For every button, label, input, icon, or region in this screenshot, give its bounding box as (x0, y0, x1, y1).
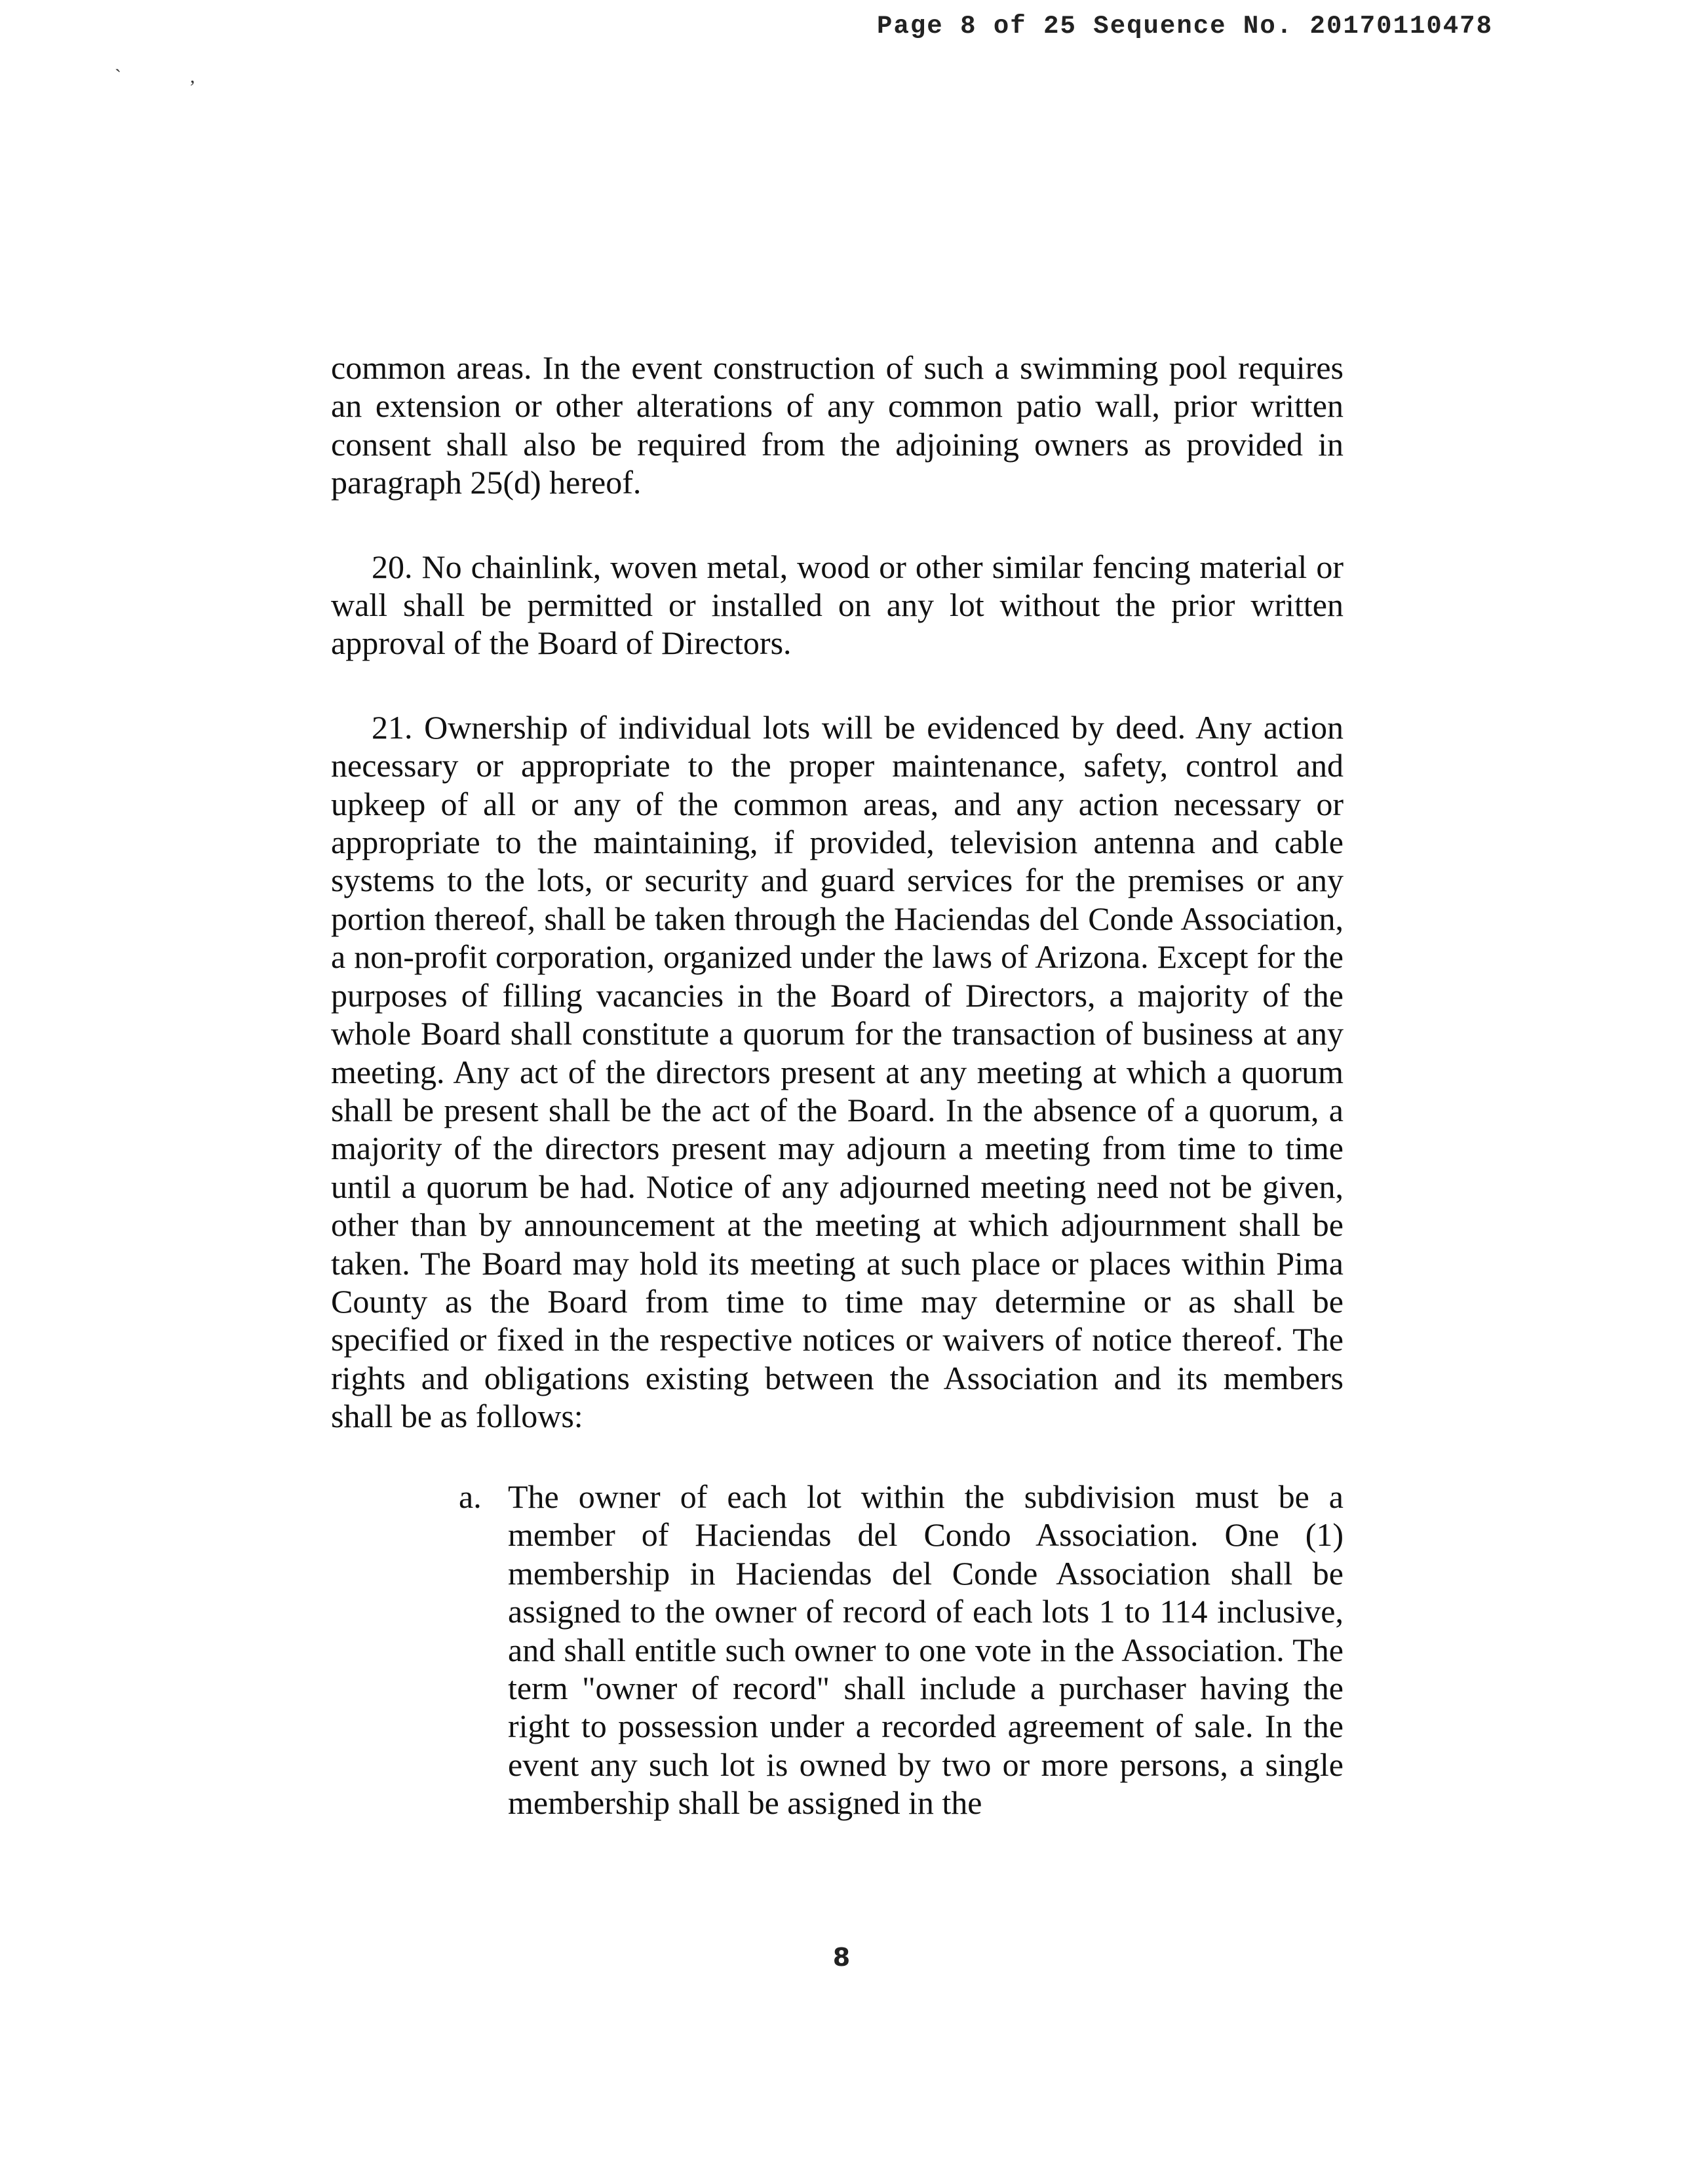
scan-specks (115, 66, 195, 88)
page-number: 8 (832, 1943, 851, 1972)
document-body (331, 349, 1344, 1436)
list-item (459, 1478, 1344, 1822)
list-item-marker: a. (459, 1478, 482, 1515)
scan-speck-mark: , (190, 66, 195, 87)
paragraph-20: 20. No chainlink, woven metal, wood or other similar fencing material or wall shall be permitted or installed on any lot without the prior written approval of the Board of Directors. (331, 548, 1344, 662)
sub-item-list (459, 1478, 1344, 1822)
list-item-text: The owner of each lot within the subdivision must be a member of Haciendas del Condo Association. One (1) membership in Haciendas del Conde Association shall be assigned to the owner of record of each lots 1 to 114 inclusive, and shall entitle such owner to one vote in the Association. The term "owner of record" shall include a purchaser having the right to possession under a recorded agreement of sale. In the event any such lot is owned by two or more persons, a single membership shall be assigned in the (508, 1478, 1344, 1822)
paragraph-continued: common areas. In the event construction of such a swimming pool requires an extension or other alterations of any common patio wall, prior written consent shall also be required from the adjoining owners as provided in paragraph 25(d) hereof. (331, 349, 1344, 501)
paragraph-21: 21. Ownership of individual lots will be evidenced by deed. Any action necessary or appropriate to the proper maintenance, safety, control and upkeep of all or any of the common areas, and any action necessary or appropriate to the maintaining, if provided, television antenna and cable systems to the lots, or security and guard services for the premises or any portion thereof, shall be taken through the Haciendas del Conde Association, a non-profit corporation, organized under the laws of Arizona. Except for the purposes of filling vacancies in the Board of Directors, a majority of the whole Board shall constitute a quorum for the transaction of business at any meeting. Any act of the directors present at any meeting at which a quorum shall be present shall be the act of the Board. In the absence of a quorum, a majority of the directors present may adjourn a meeting from time to time until a quorum be had. Notice of any adjourned meeting need not be given, other than by announcement at the meeting at which adjournment shall be taken. The Board may hold its meeting at such place or places within Pima County as the Board from time to time may determine or as shall be specified or fixed in the respective notices or waivers of notice thereof. The rights and obligations existing between the Association and its members shall be as follows: (331, 708, 1344, 1435)
scan-speck-mark: ` (115, 66, 121, 87)
sequence-header: Page 8 of 25 Sequence No. 20170110478 (877, 12, 1493, 41)
